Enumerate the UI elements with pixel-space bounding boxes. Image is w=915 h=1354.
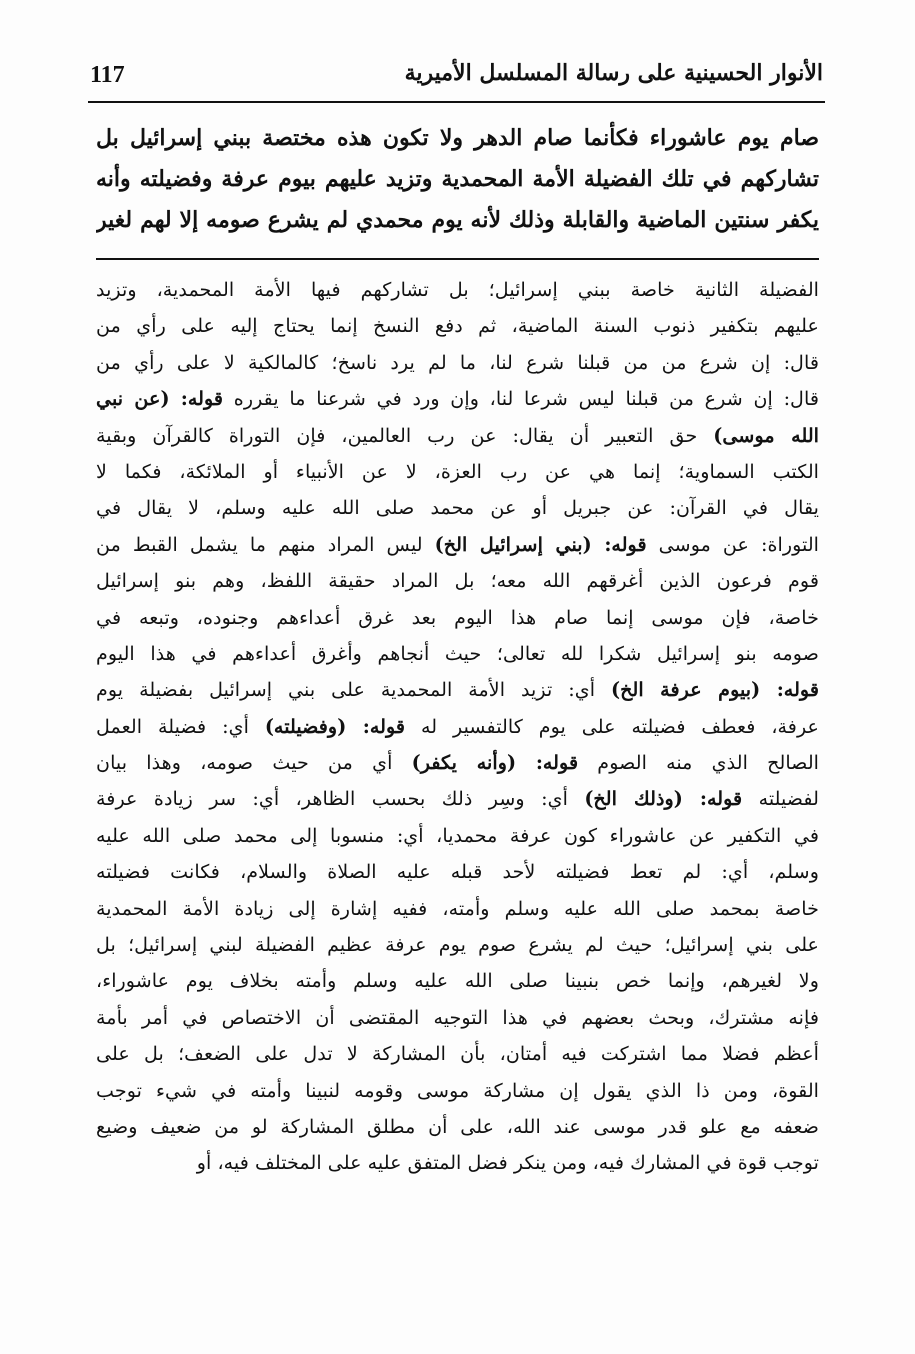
commentary-line: [96, 563, 819, 599]
commentary-segment: صومه بنو إسرائيل شكرا لله تعالى؛ حيث أنجاهم وأغرق أعداءهم في هذا اليوم: [96, 641, 819, 665]
lemma-keyword: الله موسى): [713, 423, 819, 447]
lemma-keyword: قوله: (بني إسرائيل الخ): [434, 532, 647, 556]
commentary-line: [96, 345, 819, 381]
commentary-line: [96, 527, 819, 563]
commentary-line: [96, 381, 819, 417]
commentary-segment: الصالح الذي منه الصوم: [578, 751, 819, 775]
commentary-line: [96, 781, 819, 817]
commentary-segment: الكتب السماوية؛ إنما هي عن رب العزة، لا عن الأنبياء أو الملائكة، فكما لا: [96, 459, 819, 483]
commentary-line: [96, 636, 819, 672]
commentary-segment: خاصة بمحمد صلى الله عليه وسلم وأمته، ففيه إشارة إلى زيادة الأمة المحمدية: [96, 896, 819, 920]
commentary-line: [96, 745, 819, 781]
commentary-line: [96, 1036, 819, 1072]
section-divider: [96, 258, 819, 260]
lemma-keyword: قوله: (وأنه يكفر): [411, 751, 579, 775]
lemma-keyword: قوله: (عن نبي: [96, 387, 224, 411]
header-rule: [88, 101, 825, 103]
commentary-line: [96, 272, 819, 308]
commentary-segment: فإنه مشترك، وبحث بعضهم في هذا التوجيه المقتضى أن الاختصاص في أمر بأمة: [96, 1005, 819, 1029]
commentary-segment: أي: تزيد الأمة المحمدية على بني إسرائيل بفضيلة يوم: [96, 678, 612, 702]
commentary-segment: قال: إن شرع من من قبلنا شرع لنا، ما لم يرد ناسخ؛ كالمالكية لا على رأي من: [96, 350, 819, 374]
commentary-segment: توجب قوة في المشارك فيه، ومن ينكر فضل المتفق عليه على المختلف فيه، أو: [196, 1151, 819, 1175]
commentary-line: [96, 818, 819, 854]
commentary-line: [96, 1073, 819, 1109]
matn-line: تشاركهم في تلك الفضيلة الأمة المحمدية وتزيد عليهم بيوم عرفة وفضيلته وأنه: [96, 166, 819, 192]
commentary-segment: أعظم فضلا مما اشتركت فيه أمتان، بأن المشاركة لا تدل على الضعف؛ بل على: [96, 1042, 819, 1066]
matn-line: يكفر سنتين الماضية والقابلة وذلك لأنه يوم محمدي لم يشرع صومه إلا لهم لغير: [96, 207, 819, 233]
commentary-segment: الفضيلة الثانية خاصة ببني إسرائيل؛ بل تشاركهم فيها الأمة المحمدية، وتزيد: [96, 278, 819, 301]
commentary-line: [96, 854, 819, 890]
lemma-keyword: قوله: (وفضيلته): [264, 714, 406, 738]
commentary-segment: خاصة، فإن موسى إنما صام هذا اليوم بعد غرق أعداءهم وجنوده، وتبعه في: [96, 605, 819, 629]
page-header: [90, 60, 823, 96]
commentary-segment: يقال في القرآن: عن جبريل أو عن محمد صلى الله عليه وسلم، لا يقال في: [96, 496, 819, 520]
commentary-line: [96, 454, 819, 490]
commentary-text: [96, 272, 819, 1182]
commentary-segment: القوة، ومن ذا الذي يقول إن مشاركة موسى وقومه لنبينا وأمته في شيء توجب: [96, 1078, 819, 1102]
commentary-segment: على بني إسرائيل؛ حيث لم يشرع صوم يوم عرفة عظيم الفضيلة لبني إسرائيل؛ بل: [96, 933, 819, 957]
commentary-line: [96, 490, 819, 526]
running-title: الأنوار الحسينية على رسالة المسلسل الأميرية: [404, 60, 823, 86]
commentary-segment: ضعفه مع علو قدر موسى عند الله، على أن مطلق المشاركة لو من ضعيف وضيع: [96, 1114, 819, 1138]
commentary-segment: ليس المراد منهم ما يشمل القبط من: [96, 532, 435, 556]
commentary-segment: عرفة، فعطف فضيلته على يوم كالتفسير له: [405, 714, 819, 738]
lemma-keyword: قوله: (بيوم عرفة الخ): [611, 678, 819, 702]
commentary-segment: عليهم بتكفير ذنوب السنة الماضية، ثم دفع النسخ إنما يحتاج إليه على رأي من: [96, 314, 819, 338]
commentary-segment: التوراة: عن موسى: [646, 532, 819, 556]
lemma-keyword: قوله: (وذلك الخ): [584, 787, 743, 811]
commentary-line: [96, 418, 819, 454]
commentary-segment: أي: وسِر ذلك بحسب الظاهر، أي: سر زيادة عرفة: [96, 787, 585, 811]
commentary-line: [96, 891, 819, 927]
commentary-line: [96, 600, 819, 636]
page-number: 117: [90, 62, 125, 88]
commentary-segment: قوم فرعون الذين أغرقهم الله معه؛ بل المراد حقيقة اللفظ، وهم بنو إسرائيل: [96, 569, 819, 593]
commentary-segment: قال: إن شرع من قبلنا ليس شرعا لنا، وإن ورد في شرعنا ما يقرره: [223, 387, 819, 411]
commentary-segment: وسلم، أي: لم تعط فضيلته لأحد قبله عليه الصلاة والسلام، فكانت فضيلته: [96, 860, 819, 884]
commentary-line: [96, 1000, 819, 1036]
matn-text: [96, 118, 819, 241]
matn-line: صام يوم عاشوراء فكأنما صام الدهر ولا تكون هذه مختصة ببني إسرائيل بل: [96, 125, 819, 151]
commentary-segment: أي: فضيلة العمل: [96, 714, 265, 738]
commentary-line: [96, 1145, 819, 1181]
commentary-line: [96, 709, 819, 745]
commentary-segment: ولا لغيرهم، وإنما خص بنبينا صلى الله عليه وسلم وأمته بخلاف يوم عاشوراء،: [96, 969, 819, 993]
commentary-line: [96, 963, 819, 999]
commentary-segment: لفضيلته: [742, 787, 819, 811]
commentary-line: [96, 927, 819, 963]
commentary-segment: أي من حيث صومه، وهذا بيان: [96, 751, 412, 775]
commentary-line: [96, 1109, 819, 1145]
commentary-segment: في التكفير عن عاشوراء كون عرفة محمديا، أي: منسوبا إلى محمد صلى الله عليه: [96, 823, 819, 847]
commentary-line: [96, 672, 819, 708]
commentary-segment: حق التعبير أن يقال: عن رب العالمين، فإن التوراة كالقرآن وبقية: [96, 423, 714, 447]
commentary-line: [96, 308, 819, 344]
